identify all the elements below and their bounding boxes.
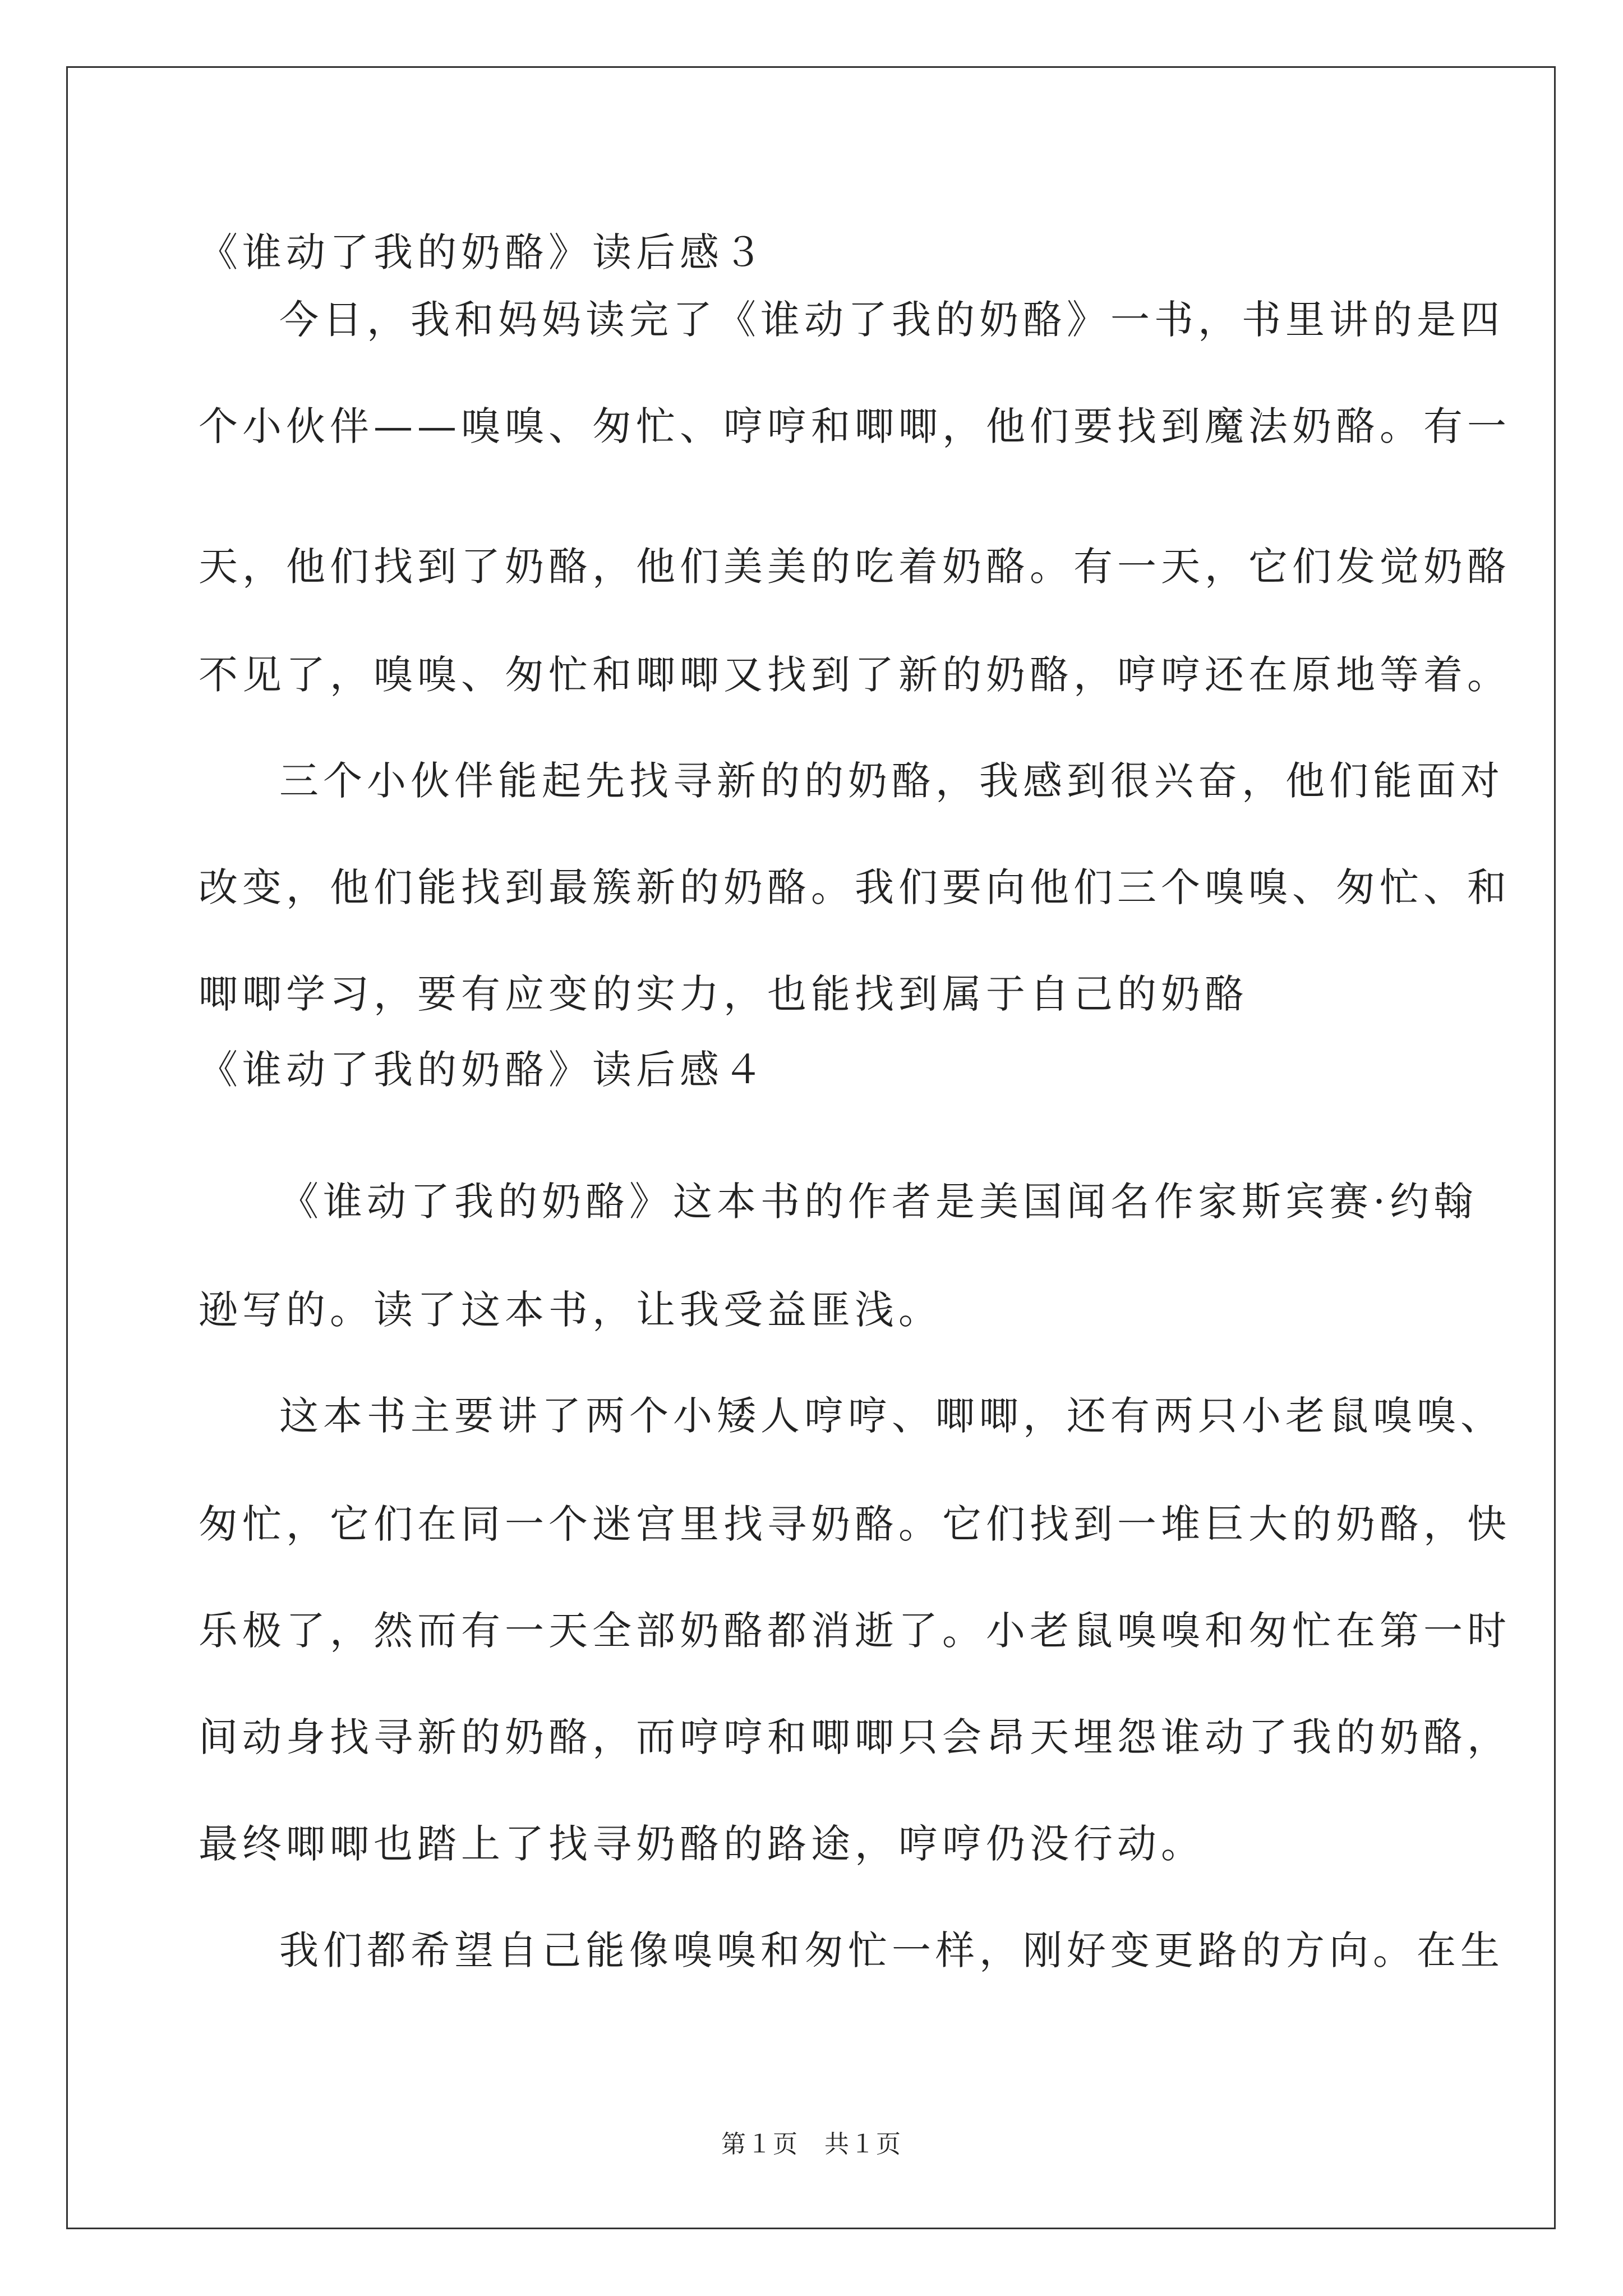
- page-border: [66, 66, 1556, 2229]
- paragraph-line: 间动身找寻新的奶酪，而哼哼和唧唧只会昂天埋怨谁动了我的奶酪，: [199, 1714, 1511, 1760]
- paragraph-line: 最终唧唧也踏上了找寻奶酪的路途，哼哼仍没行动。: [199, 1821, 1205, 1867]
- section-heading: 《谁动了我的奶酪》读后感４: [199, 1047, 767, 1093]
- paragraph-line: 三个小伙伴能起先找寻新的的奶酪，我感到很兴奋，他们能面对: [279, 758, 1504, 804]
- paragraph-line: 《谁动了我的奶酪》这本书的作者是美国闻名作家斯宾赛·约翰: [279, 1179, 1478, 1225]
- paragraph-line: 唧唧学习，要有应变的实力，也能找到属于自己的奶酪: [199, 971, 1248, 1017]
- paragraph-line: 这本书主要讲了两个小矮人哼哼、唧唧，还有两只小老鼠嗅嗅、: [279, 1393, 1504, 1439]
- paragraph-line: 我们都希望自己能像嗅嗅和匆忙一样，刚好变更路的方向。在生: [279, 1927, 1504, 1973]
- page-footer: 第１页 共１页: [721, 2130, 902, 2159]
- section-heading: 《谁动了我的奶酪》读后感３: [199, 229, 767, 275]
- paragraph-line: 匆忙，它们在同一个迷宫里找寻奶酪。它们找到一堆巨大的奶酪，快: [199, 1501, 1511, 1547]
- paragraph-line: 逊写的。读了这本书，让我受益匪浅。: [199, 1287, 942, 1333]
- paragraph-line: 个小伙伴——嗅嗅、匆忙、哼哼和唧唧，他们要找到魔法奶酪。有一: [199, 403, 1511, 449]
- paragraph-line: 天，他们找到了奶酪，他们美美的吃着奶酪。有一天，它们发觉奶酪: [199, 544, 1511, 590]
- paragraph-line: 乐极了，然而有一天全部奶酪都消逝了。小老鼠嗅嗅和匆忙在第一时: [199, 1608, 1511, 1654]
- paragraph-line: 不见了，嗅嗅、匆忙和唧唧又找到了新的奶酪，哼哼还在原地等着。: [199, 652, 1511, 698]
- paragraph-line: 改变，他们能找到最簇新的奶酪。我们要向他们三个嗅嗅、匆忙、和: [199, 864, 1511, 910]
- paragraph-line: 今日，我和妈妈读完了《谁动了我的奶酪》一书，书里讲的是四: [279, 297, 1504, 343]
